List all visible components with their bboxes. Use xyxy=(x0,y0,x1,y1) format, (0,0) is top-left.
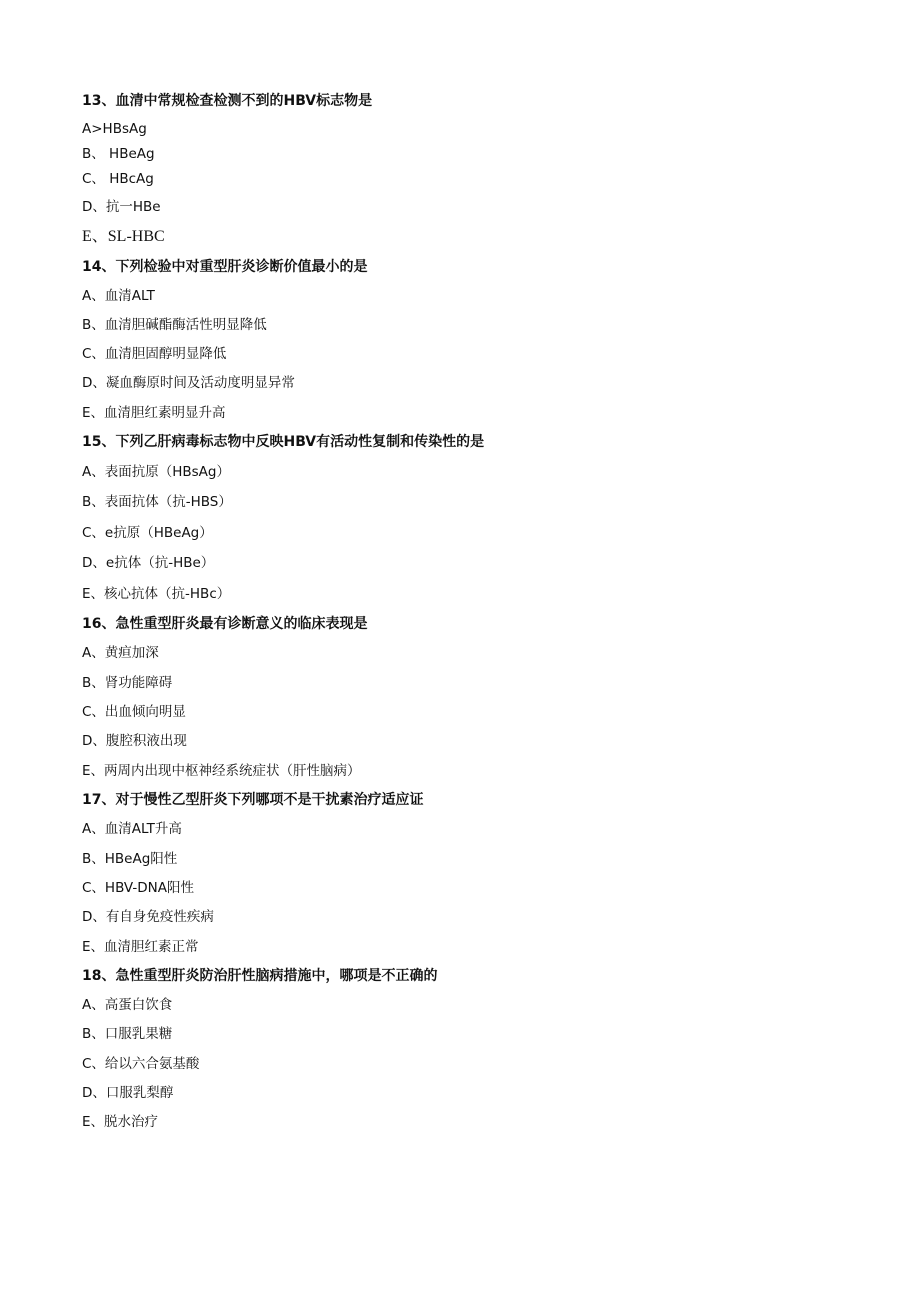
question-17-title: 17、对于慢性乙型肝炎下列哪项不是干扰素治疗适应证 xyxy=(82,792,424,808)
question-15-option-b: B、表面抗体（抗-HBS） xyxy=(82,494,232,510)
question-13-option-c: C、 HBcAg xyxy=(82,171,154,187)
question-16-option-c: C、出血倾向明显 xyxy=(82,704,186,720)
question-15-option-d: D、e抗体（抗-HBe） xyxy=(82,555,215,571)
question-15-title: 15、下列乙肝病毒标志物中反映HBV有活动性复制和传染性的是 xyxy=(82,434,485,450)
question-14-option-b: B、血清胆碱酯酶活性明显降低 xyxy=(82,317,267,333)
question-14-title: 14、下列检验中对重型肝炎诊断价值最小的是 xyxy=(82,259,368,275)
question-13-title: 13、血清中常规检查检测不到的HBV标志物是 xyxy=(82,93,373,109)
question-14-option-c: C、血清胆固醇明显降低 xyxy=(82,346,227,362)
question-18-option-b: B、口服乳果糖 xyxy=(82,1026,173,1042)
question-13-option-b: B、 HBeAg xyxy=(82,146,155,162)
question-14-option-a: A、血清ALT xyxy=(82,288,155,304)
question-16-title: 16、急性重型肝炎最有诊断意义的临床表现是 xyxy=(82,616,368,632)
question-18-option-a: A、高蛋白饮食 xyxy=(82,997,173,1013)
question-18-option-d: D、口服乳梨醇 xyxy=(82,1085,174,1101)
question-13-option-a: A>HBsAg xyxy=(82,121,147,137)
question-13-option-d: D、抗一HBe xyxy=(82,199,161,215)
question-14-option-d: D、凝血酶原时间及活动度明显异常 xyxy=(82,375,295,391)
question-13-option-e: E、SL-HBC xyxy=(82,228,165,245)
question-18-option-e: E、脱水治疗 xyxy=(82,1114,159,1130)
question-17-option-a: A、血清ALT升高 xyxy=(82,821,182,837)
question-17-option-e: E、血清胆红素正常 xyxy=(82,939,199,955)
question-16-option-d: D、腹腔积液出现 xyxy=(82,733,187,749)
question-16-option-e: E、两周内出现中枢神经系统症状（肝性脑病） xyxy=(82,763,361,779)
question-17-option-b: B、HBeAg阳性 xyxy=(82,851,178,867)
question-17-option-c: C、HBV-DNA阳性 xyxy=(82,880,194,896)
question-16-option-a: A、黄疸加深 xyxy=(82,645,159,661)
question-14-option-e: E、血清胆红素明显升高 xyxy=(82,405,226,421)
question-18-option-c: C、给以六合氨基酸 xyxy=(82,1056,200,1072)
question-16-option-b: B、肾功能障碍 xyxy=(82,675,173,691)
question-15-option-c: C、e抗原（HBeAg） xyxy=(82,525,213,541)
question-17-option-d: D、有自身免疫性疾病 xyxy=(82,909,214,925)
question-15-option-a: A、表面抗原（HBsAg） xyxy=(82,464,230,480)
question-15-option-e: E、核心抗体（抗-HBc） xyxy=(82,586,231,602)
question-18-title: 18、急性重型肝炎防治肝性脑病措施中，哪项是不正确的 xyxy=(82,968,438,984)
